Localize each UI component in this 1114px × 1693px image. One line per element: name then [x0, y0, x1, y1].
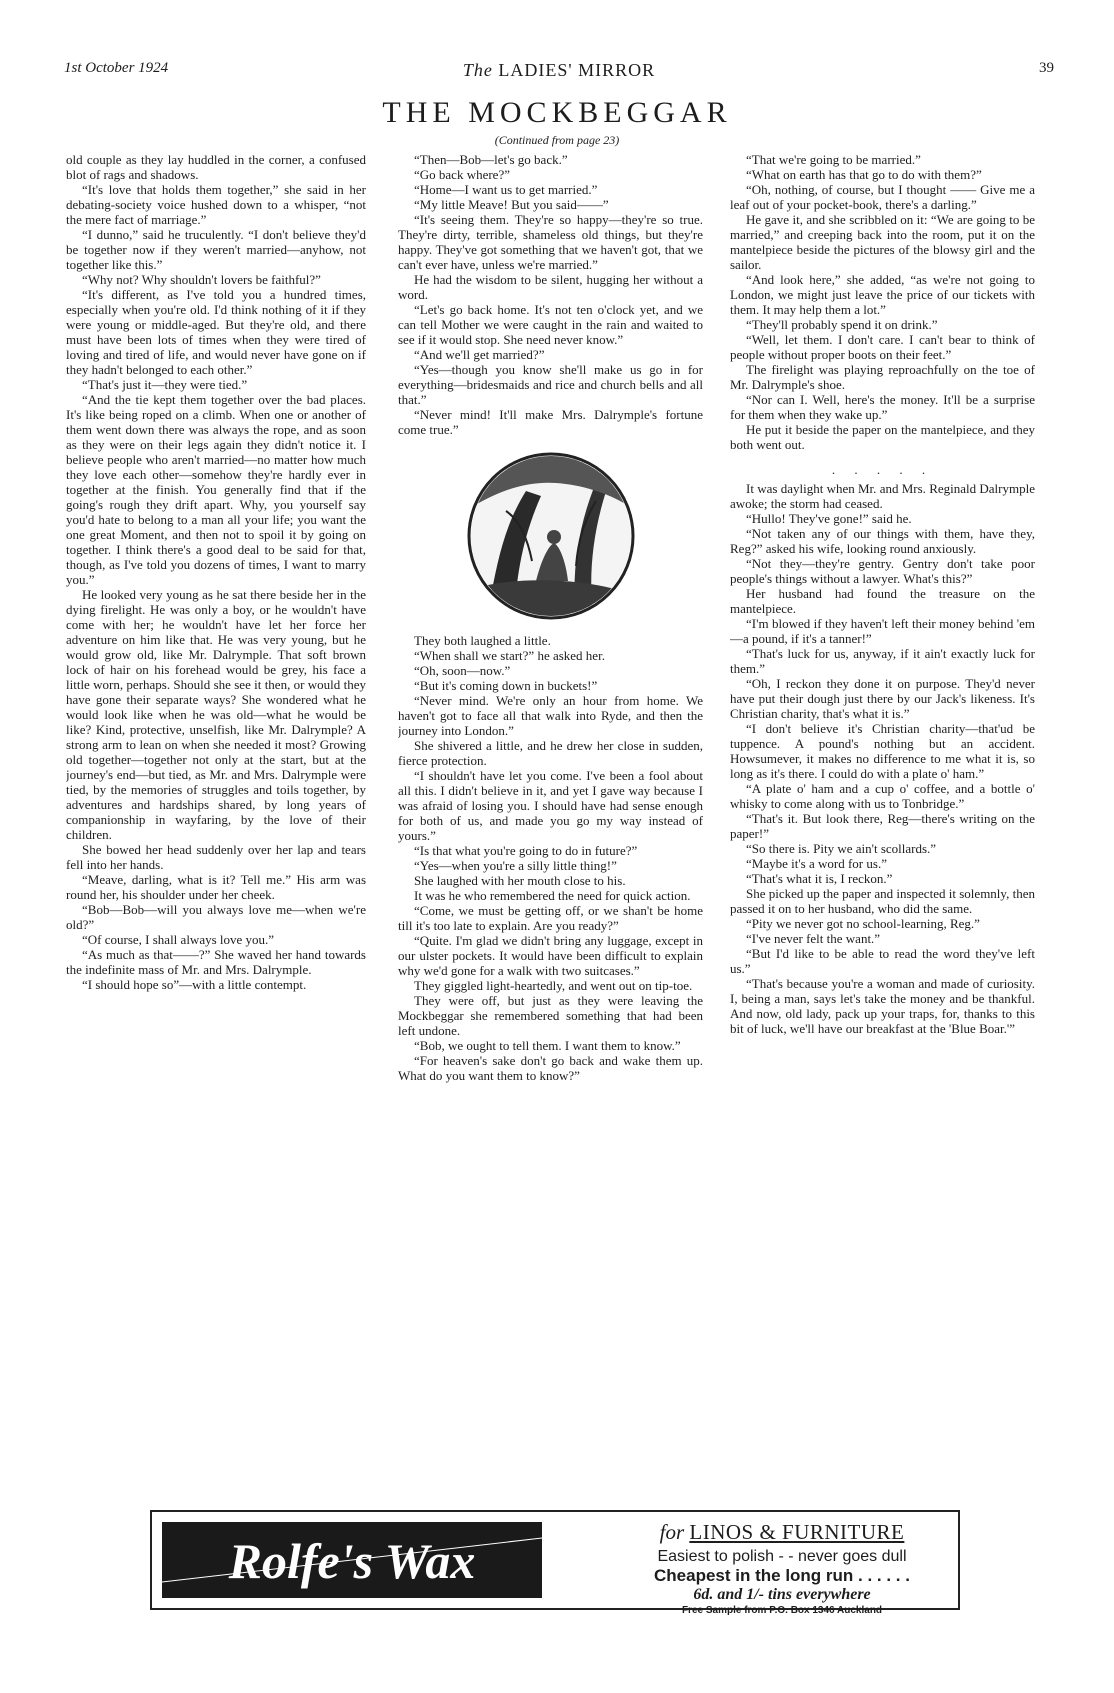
page-number: 39	[1039, 60, 1054, 76]
column-3-top	[730, 152, 1035, 452]
paragraph: “That's just it—they were tied.”	[82, 377, 248, 392]
paragraph: “It's love that holds them together,” she said in her debating-society voice hushed down to a whisper, “not the mere fact of marriage.”	[66, 182, 366, 227]
paragraph: He had the wisdom to be silent, hugging her without a word.	[398, 272, 703, 302]
paragraph: “Hullo! They've gone!” said he.	[746, 511, 912, 526]
paragraph: “But I'd like to be able to read the word they've left us.”	[730, 946, 1035, 976]
paragraph: They both laughed a little.	[414, 633, 551, 648]
paragraph: “Then—Bob—let's go back.”	[414, 152, 568, 167]
paragraph: “That's luck for us, anyway, if it ain't exactly luck for them.”	[730, 646, 1035, 676]
paragraph: “Nor can I. Well, here's the money. It'll be a surprise for them when they wake up.”	[730, 392, 1035, 422]
rolfes-wax-advert	[150, 1510, 960, 1616]
rolfes-wax-logo	[162, 1522, 542, 1598]
paragraph: “Not they—they're gentry. Gentry don't take poor people's things without a lawyer. What's this?”	[730, 556, 1035, 586]
paragraph: “I should hope so”—with a little contempt.	[82, 977, 307, 992]
paragraph: “Never mind! It'll make Mrs. Dalrymple's fortune come true.”	[398, 407, 703, 437]
woodland-illustration	[466, 451, 636, 621]
paragraph: She shivered a little, and he drew her close in sudden, fierce protection.	[398, 738, 703, 768]
paragraph: “Oh, soon—now.”	[414, 663, 511, 678]
advert-headline: LINOS & FURNITURE	[689, 1520, 905, 1544]
column-2-bottom	[398, 633, 703, 1083]
paragraph: “I dunno,” said he truculently. “I don't believe they'd be together now if they weren't married—anyhow, not together like this.”	[66, 227, 366, 272]
masthead-the: The	[462, 60, 493, 80]
column-2	[398, 152, 703, 1492]
paragraph: “Oh, nothing, of course, but I thought —— Give me a leaf out of your pocket-book, there's a darling.”	[730, 182, 1035, 212]
paragraph: “Let's go back home. It's not ten o'clock yet, and we can tell Mother we were caught in the rain and waited to see if it would stop. She need never know.”	[398, 302, 703, 347]
paragraph: “Quite. I'm glad we didn't bring any luggage, except in our ulster pockets. It would have been difficult to explain why we'd gone for a walk with two suitcases.”	[398, 933, 703, 978]
column-1	[66, 152, 366, 1492]
paragraph: “That's what it is, I reckon.”	[746, 871, 893, 886]
masthead	[64, 60, 1054, 81]
column-2-top	[398, 152, 703, 437]
paragraph: “What on earth has that go to do with them?”	[746, 167, 982, 182]
paragraph: “A plate o' ham and a cup o' coffee, and a bottle o' whisky to come along with us to Tonbridge.”	[730, 781, 1035, 811]
paragraph: “I've never felt the want.”	[746, 931, 881, 946]
paragraph: “I'm blowed if they haven't left their money behind 'em—a pound, if it's a tanner!”	[730, 616, 1035, 646]
paragraph: “My little Meave! But you said——”	[414, 197, 609, 212]
paragraph: “It's seeing them. They're so happy—they're so true. They're dirty, terrible, shameless old things, but they're happy. They've got something that we haven't got, that we can't ever have, unless we're married.”	[398, 212, 703, 272]
paragraph: “Bob, we ought to tell them. I want them to know.”	[414, 1038, 681, 1053]
advert-for: for	[659, 1520, 685, 1544]
paragraph: “Is that what you're going to do in future?”	[414, 843, 638, 858]
paragraph: old couple as they lay huddled in the corner, a confused blot of rags and shadows.	[66, 152, 366, 182]
paragraph: They giggled light-heartedly, and went out on tip-toe.	[414, 978, 693, 993]
paragraph: “I shouldn't have let you come. I've been a fool about all this. I didn't believe in it, and yet I gave way because I was afraid of losing you. I should have had sense enough for both of us, and made you go my way instead of yours.”	[398, 768, 703, 843]
paragraph: Her husband had found the treasure on the mantelpiece.	[730, 586, 1035, 616]
paragraph: “Meave, darling, what is it? Tell me.” His arm was round her, his shoulder under her cheek.	[66, 872, 366, 902]
paragraph: “For heaven's sake don't go back and wake them up. What do you want them to know?”	[398, 1053, 703, 1083]
paragraph: “That's it. But look there, Reg—there's writing on the paper!”	[730, 811, 1035, 841]
paragraph: “Go back where?”	[414, 167, 510, 182]
paragraph: “So there is. Pity we ain't scollards.”	[746, 841, 937, 856]
paragraph: “Yes—when you're a silly little thing!”	[414, 858, 617, 873]
scene-break: . . . . .	[831, 462, 934, 477]
paragraph: She laughed with her mouth close to his.	[414, 873, 626, 888]
paragraph: “And we'll get married?”	[414, 347, 545, 362]
paragraph: “Well, let them. I don't care. I can't bear to think of people without proper boots on their feet.”	[730, 332, 1035, 362]
paragraph: “And look here,” she added, “as we're not going to London, we might just leave the price of our tickets with them. It may help them a lot.”	[730, 272, 1035, 317]
paragraph: “As much as that——?” She waved her hand towards the indefinite mass of Mr. and Mrs. Dalrymple.	[66, 947, 366, 977]
paragraph: “Maybe it's a word for us.”	[746, 856, 887, 871]
masthead-name: LADIES' MIRROR	[498, 60, 656, 80]
advert-copy	[612, 1520, 952, 1616]
page-header	[64, 60, 1054, 88]
issue-date: 1st October 1924	[64, 60, 169, 76]
column-3	[730, 152, 1035, 1492]
paragraph: He looked very young as he sat there beside her in the dying firelight. He was only a boy, or he wouldn't have come with her; he wouldn't have let her force her adventure on him like that. He was very young, but he would grow old, like Mr. Dalrymple. That soft brown lock of hair on his forehead would be grey, his face a little worn, perhaps. Should she see it then, or would they have gone their separate ways? She wondered what he would look like when he was old—what he would be like? Kind, protective, unselfish, like Mr. Dalrymple? A strong arm to lean on when she needed it most? Growing old together—together not only at the start, but at the journey's end—but tied, as Mr. and Mrs. Dalrymple were tied, by the memories of struggles and toils together, by adventures and hardships shared, by long years of companionship in wayfaring, by the love of their children.	[66, 587, 366, 842]
paragraph: “They'll probably spend it on drink.”	[746, 317, 938, 332]
paragraph: “Home—I want us to get married.”	[414, 182, 598, 197]
story-continued-note: (Continued from page 23)	[494, 133, 620, 147]
paragraph: “That's because you're a woman and made of curiosity. I, being a man, says let's take the money and be thankful. And now, old lady, pack up your traps, for, thanks to this bit of luck, we'll have our breakfast at the 'Blue Boar.'”	[730, 976, 1035, 1036]
paragraph: She bowed her head suddenly over her lap and tears fell into her hands.	[66, 842, 366, 872]
paragraph: It was he who remembered the need for quick action.	[414, 888, 691, 903]
paragraph: They were off, but just as they were leaving the Mockbeggar she remembered something that had been left undone.	[398, 993, 703, 1038]
story-title: THE MOCKBEGGAR	[382, 96, 732, 129]
paragraph: “Why not? Why shouldn't lovers be faithful?”	[82, 272, 321, 287]
paragraph: “Of course, I shall always love you.”	[82, 932, 275, 947]
advert-line-tins: 6d. and 1/- tins everywhere	[693, 1586, 871, 1603]
paragraph: “That we're going to be married.”	[746, 152, 921, 167]
brand-wordmark: Rolfe's Wax	[228, 1533, 476, 1589]
paragraph: “And the tie kept them together over the bad places. It's like being roped on a climb. When one or another of them went down there was always the rope, and as soon as they were on their legs again they didn't notice it. I believe people who aren't married—no matter how much they love each other—somehow they're hardly ever in together at the finish. You generally find that if the going's rough they drift apart. Why, you yourself say you'd hate to belong to a man all your life; you want the one great Moment, and then not to spoil it by going on together. I think there's a good deal to be said for that, though, as I've told you dozens of times, I want to marry you.”	[66, 392, 366, 587]
paragraph: “When shall we start?” he asked her.	[414, 648, 605, 663]
paragraph: “Never mind. We're only an hour from home. We haven't got to face all that walk into Ryde, and then the journey into London.”	[398, 693, 703, 738]
paragraph: “Come, we must be getting off, or we shan't be home till it's too late to explain. Are you ready?”	[398, 903, 703, 933]
paragraph: He gave it, and she scribbled on it: “We are going to be married,” and creeping back into the room, put it on the mantelpiece beside the pictures of the blowsy girl and the sailor.	[730, 212, 1035, 272]
paragraph: “Not taken any of our things with them, have they, Reg?” asked his wife, looking round anxiously.	[730, 526, 1035, 556]
paragraph: “Pity we never got no school-learning, Reg.”	[746, 916, 980, 931]
paragraph: “Yes—though you know she'll make us go in for everything—bridesmaids and rice and church bells and all that.”	[398, 362, 703, 407]
advert-line-polish: Easiest to polish - - never goes dull	[657, 1548, 907, 1565]
column-3-bottom	[730, 481, 1035, 1036]
paragraph: “Bob—Bob—will you always love me—when we're old?”	[66, 902, 366, 932]
paragraph: The firelight was playing reproachfully on the toe of Mr. Dalrymple's shoe.	[730, 362, 1035, 392]
paragraph: She picked up the paper and inspected it solemnly, then passed it on to her husband, who did the same.	[730, 886, 1035, 916]
paragraph: “Oh, I reckon they done it on purpose. They'd never have put their dough just there by our Jack's likeness. It's Christian charity, that's what it is.”	[730, 676, 1035, 721]
paragraph: He put it beside the paper on the mantelpiece, and they both went out.	[730, 422, 1035, 452]
advert-line-sample: Free Sample from P.O. Box 1346 Auckland	[681, 1605, 883, 1616]
paragraph: It was daylight when Mr. and Mrs. Reginald Dalrymple awoke; the storm had ceased.	[730, 481, 1035, 511]
paragraph: “I don't believe it's Christian charity—that'ud be tuppence. A pound's nothing but an accident. Howsumever, it makes no difference to me what it is, so long as it's there. I could do with a plate o' ham.”	[730, 721, 1035, 781]
paragraph: “But it's coming down in buckets!”	[414, 678, 598, 693]
advert-line-cheapest: Cheapest in the long run . . . . . .	[654, 1566, 910, 1585]
paragraph: “It's different, as I've told you a hundred times, especially when you're old. I'd think nothing of it if they were young or middle-aged. But they're old, and there must have been lots of times when they were tired of loving and tired of life, and would never have gone on if they hadn't belonged to each other.”	[66, 287, 366, 377]
